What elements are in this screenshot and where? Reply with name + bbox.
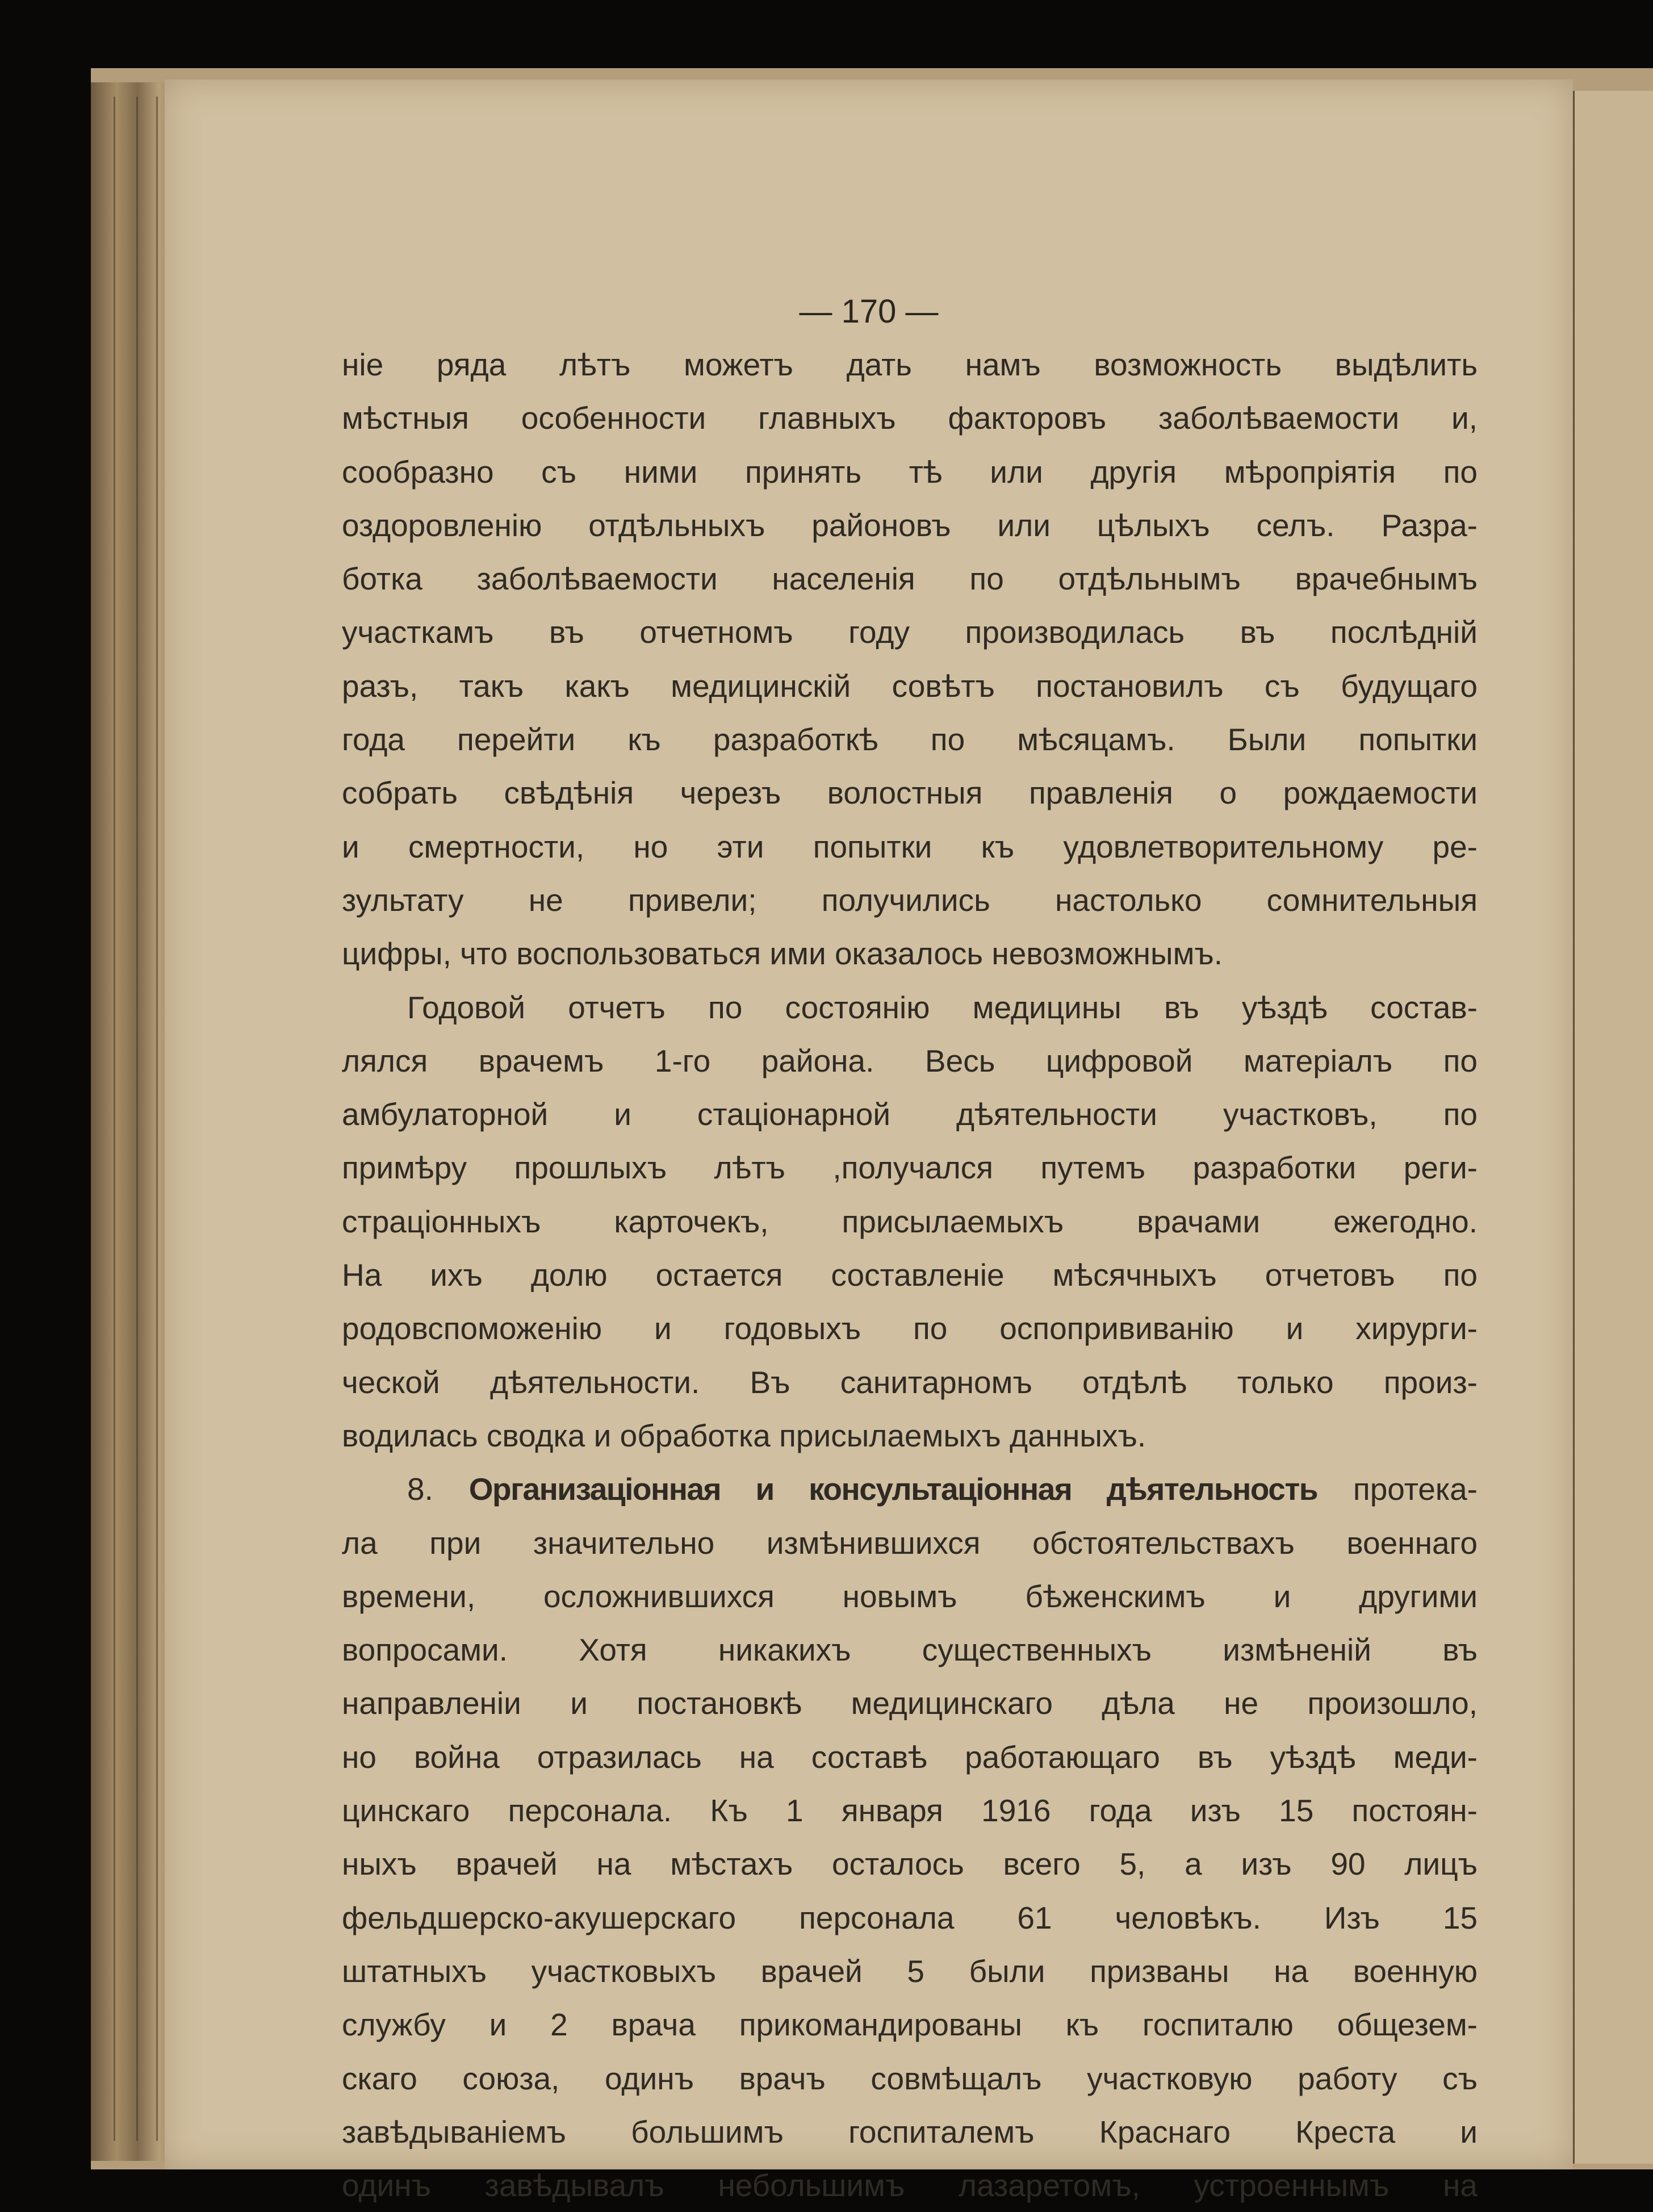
- section-heading: Организаціонная и консультаціонная дѣятельность: [468, 1471, 1318, 1507]
- text-line: ла при значительно измѣнившихся обстоятельствахъ военнаго: [342, 1525, 1478, 1561]
- text-line: вопросами. Хотя никакихъ существенныхъ измѣненій въ: [342, 1632, 1478, 1668]
- text-line: страціонныхъ карточекъ, присылаемыхъ врачами ежегодно.: [342, 1203, 1478, 1239]
- text-line: оздоровленію отдѣльныхъ районовъ или цѣлыхъ селъ. Разра-: [342, 507, 1478, 543]
- text-line: времени, осложнившихся новымъ бѣженскимъ и другими: [342, 1578, 1478, 1614]
- page-edge-line: [156, 97, 158, 2141]
- page-edge-line: [114, 97, 115, 2141]
- text-line: службу и 2 врача прикомандированы къ госпиталю общезем-: [342, 2007, 1478, 2043]
- page-stack-edge: [91, 82, 176, 2161]
- section-number: 8.: [407, 1471, 433, 1507]
- page-text: [342, 338, 1478, 2212]
- text-line: ныхъ врачей на мѣстахъ осталось всего 5, а изъ 90 лицъ: [342, 1846, 1478, 1882]
- text-line: зультату не привели; получились настолько сомнительныя: [342, 882, 1478, 918]
- section-heading-line: [342, 1462, 1478, 1516]
- text-line: сообразно съ ними принять тѣ или другія мѣропріятія по: [342, 454, 1478, 490]
- text-line: одинъ завѣдывалъ небольшимъ лазаретомъ, устроеннымъ на: [342, 2168, 1478, 2203]
- page-number: — 170 —: [799, 293, 939, 330]
- text-line: амбулаторной и стаціонарной дѣятельности участковъ, по: [342, 1097, 1478, 1132]
- facing-page-edge: [1575, 91, 1653, 2164]
- page-edge-line: [136, 97, 138, 2141]
- text-line: штатныхъ участковыхъ врачей 5 были призваны на военную: [342, 1953, 1478, 1989]
- text-line: водилась сводка и обработка присылаемыхъ данныхъ.: [342, 1417, 1146, 1453]
- text-line: завѣдываніемъ большимъ госпиталемъ Краснаго Креста и: [342, 2114, 1478, 2150]
- text-line: лялся врачемъ 1-го района. Весь цифровой матеріалъ по: [342, 1043, 1478, 1078]
- text-line: цинскаго персонала. Къ 1 января 1916 года изъ 15 постоян-: [342, 1793, 1478, 1829]
- text-line: фельдшерско-акушерскаго персонала 61 человѣкъ. Изъ 15: [342, 1900, 1478, 1935]
- text-line: и смертности, но эти попытки къ удовлетворительному ре-: [342, 829, 1478, 864]
- text-line: но война отразилась на составѣ работающаго въ уѣздѣ меди-: [342, 1739, 1478, 1775]
- text-line: ніе ряда лѣтъ можетъ дать намъ возможность выдѣлить: [342, 347, 1478, 382]
- text-line: На ихъ долю остается составленіе мѣсячныхъ отчетовъ по: [342, 1257, 1478, 1293]
- text-line: мѣстныя особенности главныхъ факторовъ заболѣваемости и,: [342, 400, 1478, 436]
- text-line: ботка заболѣваемости населенія по отдѣльнымъ врачебнымъ: [342, 561, 1478, 597]
- text-line: участкамъ въ отчетномъ году производилась въ послѣдній: [342, 614, 1478, 650]
- book-page: [165, 80, 1573, 2203]
- text-line: скаго союза, одинъ врачъ совмѣщалъ участковую работу съ: [342, 2060, 1478, 2096]
- text-line: цифры, что воспользоваться ими оказалось невозможнымъ.: [342, 936, 1223, 972]
- text-line: собрать свѣдѣнія черезъ волостныя правленія о рождаемости: [342, 775, 1478, 811]
- text-line: Годовой отчетъ по состоянію медицины въ уѣздѣ состав-: [407, 989, 1478, 1025]
- text-line: направленіи и постановкѣ медицинскаго дѣла не произошло,: [342, 1686, 1478, 1721]
- text-line: разъ, такъ какъ медицинскій совѣтъ постановилъ съ будущаго: [342, 668, 1478, 704]
- text-line: примѣру прошлыхъ лѣтъ ,получался путемъ разработки реги-: [342, 1150, 1478, 1186]
- text-line: родовспоможенію и годовыхъ по оспопрививанію и хирурги-: [342, 1311, 1478, 1347]
- text-line: года перейти къ разработкѣ по мѣсяцамъ. Были попытки: [342, 722, 1478, 758]
- section-continuation: протека-: [1353, 1471, 1478, 1507]
- text-line: ческой дѣятельности. Въ санитарномъ отдѣлѣ только произ-: [342, 1364, 1478, 1400]
